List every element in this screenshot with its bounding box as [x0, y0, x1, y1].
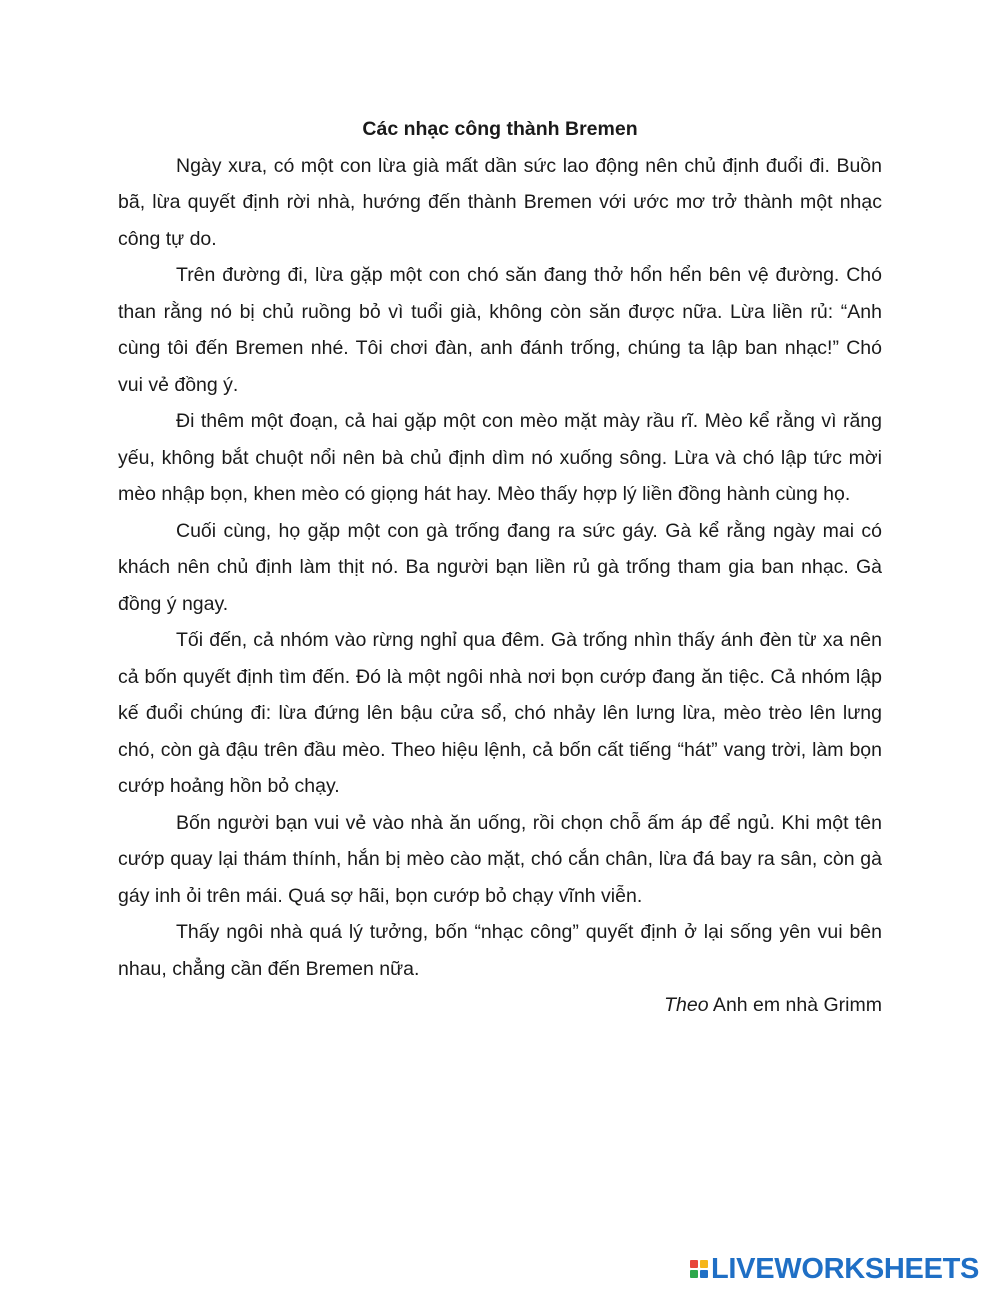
logo-square-green	[690, 1270, 698, 1278]
source-prefix: Theo	[664, 994, 709, 1016]
paragraph-1: Ngày xưa, có một con lừa già mất dần sức lao động nên chủ định đuổi đi. Buồn bã, lừa quyết định rời nhà, hướng đến thành Bremen với ước mơ trở thành một nhạc công tự do.	[118, 154, 882, 250]
paragraph-6: Bốn người bạn vui vẻ vào nhà ăn uống, rồi chọn chỗ ấm áp để ngủ. Khi một tên cướp quay lại thám thính, hắn bị mèo cào mặt, chó cắn chân, lừa đá bay ra sân, còn gà gáy inh ỏi trên mái. Quá sợ hãi, bọn cướp bỏ chạy vĩnh viễn.	[118, 811, 882, 907]
liveworksheets-logo[interactable]	[690, 1252, 979, 1286]
logo-grid-icon	[690, 1260, 708, 1278]
paragraph-4: Cuối cùng, họ gặp một con gà trống đang ra sức gáy. Gà kể rằng ngày mai có khách nên chủ định làm thịt nó. Ba người bạn liền rủ gà trống tham gia ban nhạc. Gà đồng ý ngay.	[118, 519, 882, 615]
logo-text: LIVEWORKSHEETS	[711, 1252, 980, 1285]
document-page	[118, 111, 882, 1024]
source-attribution	[118, 987, 882, 1024]
logo-square-blue	[700, 1270, 708, 1278]
paragraph-2: Trên đường đi, lừa gặp một con chó săn đang thở hổn hển bên vệ đường. Chó than rằng nó bị chủ ruồng bỏ vì tuổi già, không còn săn được nữa. Lừa liền rủ: “Anh cùng tôi đến Bremen nhé. Tôi chơi đàn, anh đánh trống, chúng ta lập ban nhạc!” Chó vui vẻ đồng ý.	[118, 264, 882, 396]
logo-square-yellow	[700, 1260, 708, 1268]
paragraph-5: Tối đến, cả nhóm vào rừng nghỉ qua đêm. Gà trống nhìn thấy ánh đèn từ xa nên cả bốn quyết định tìm đến. Đó là một ngôi nhà nơi bọn cướp đang ăn tiệc. Cả nhóm lập kế đuổi chúng đi: lừa đứng lên bậu cửa sổ, chó nhảy lên lưng lừa, mèo trèo lên lưng chó, còn gà đậu trên đầu mèo. Theo hiệu lệnh, cả bốn cất tiếng “hát” vang trời, làm bọn cướp hoảng hồn bỏ chạy.	[118, 629, 882, 797]
logo-square-red	[690, 1260, 698, 1268]
document-title: Các nhạc công thành Bremen	[362, 118, 638, 140]
paragraph-7: Thấy ngôi nhà quá lý tưởng, bốn “nhạc công” quyết định ở lại sống yên vui bên nhau, chẳng cần đến Bremen nữa.	[118, 921, 882, 980]
paragraph-3: Đi thêm một đoạn, cả hai gặp một con mèo mặt mày rầu rĩ. Mèo kể rằng vì răng yếu, không bắt chuột nổi nên bà chủ định dìm nó xuống sông. Lừa và chó lập tức mời mèo nhập bọn, khen mèo có giọng hát hay. Mèo thấy hợp lý liền đồng hành cùng họ.	[118, 410, 882, 505]
source-author: Anh em nhà Grimm	[708, 994, 882, 1016]
